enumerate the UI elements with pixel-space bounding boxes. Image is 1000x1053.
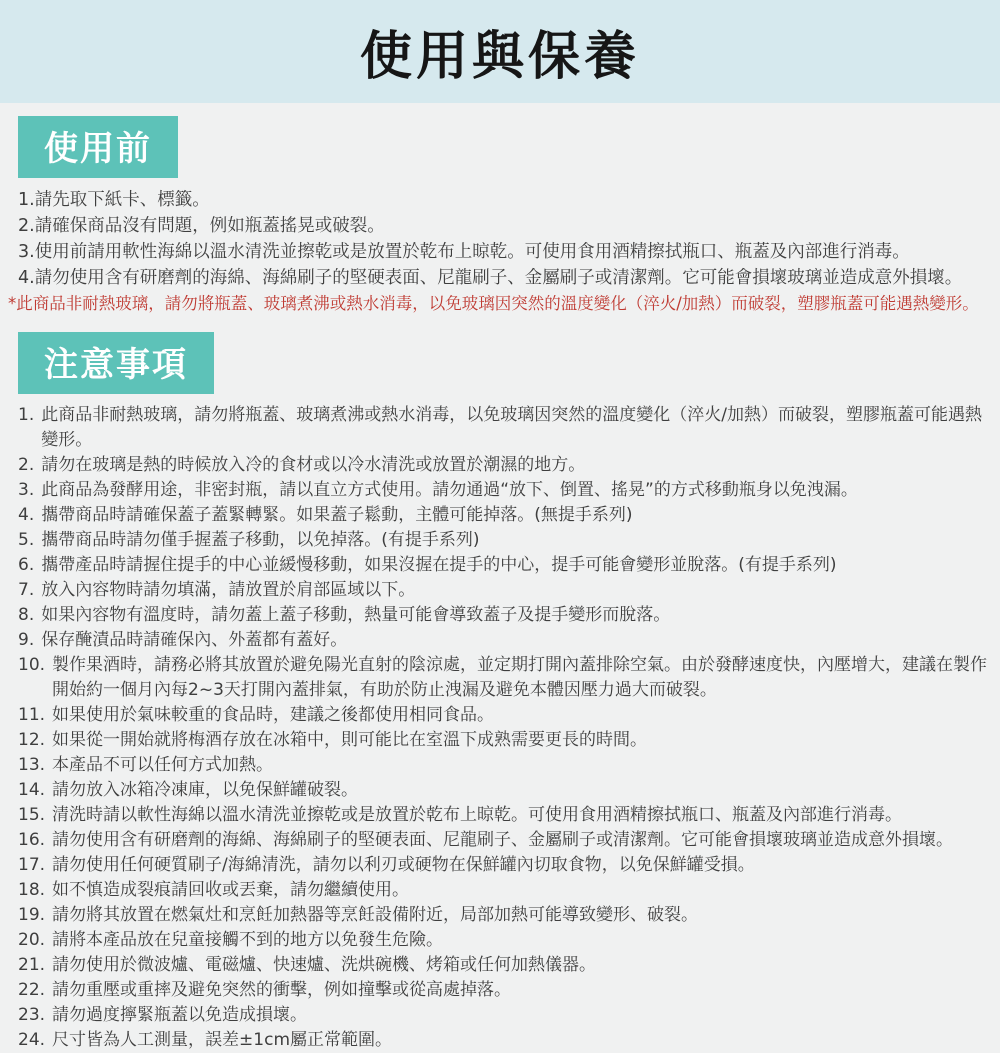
item-text: 請勿使用含有研磨劑的海綿、海綿刷子的堅硬表面、尼龍刷子、金屬刷子或清潔劑。它可能會損壞玻璃並造成意外損壞。 xyxy=(34,268,963,288)
item-number: 8. xyxy=(18,605,35,625)
item-number: 18. xyxy=(18,880,46,900)
list-item xyxy=(18,403,994,453)
heat-warning-note: *此商品非耐熱玻璃，請勿將瓶蓋、玻璃煮沸或熱水消毒，以免玻璃因突然的溫度變化（淬火/加熱）而破裂，塑膠瓶蓋可能遇熱變形。 xyxy=(8,294,979,313)
item-text: 攜帶商品時請確保蓋子蓋緊轉緊。如果蓋子鬆動，主體可能掉落。(無提手系列) xyxy=(41,505,633,525)
list-item xyxy=(18,528,994,553)
item-text: 攜帶產品時請握住提手的中心並緩慢移動，如果沒握在提手的中心，提手可能會變形並脫落。(有提手系列) xyxy=(41,555,837,575)
item-text: 請勿放入冰箱冷凍庫，以免保鮮罐破裂。 xyxy=(52,780,359,800)
item-text: 保存醃漬品時請確保內、外蓋都有蓋好。 xyxy=(41,630,348,650)
item-text: 請勿將其放置在燃氣灶和烹飪加熱器等烹飪設備附近，局部加熱可能導致變形、破裂。 xyxy=(52,905,699,925)
list-item xyxy=(18,778,994,803)
list-item xyxy=(18,828,994,853)
item-number: 5. xyxy=(18,530,35,550)
item-number: 9. xyxy=(18,630,35,650)
list-item xyxy=(18,453,994,478)
item-number: 16. xyxy=(18,830,46,850)
page-title: 使用與保養 xyxy=(359,27,640,87)
item-number: 12. xyxy=(18,730,46,750)
list-item xyxy=(18,603,994,628)
item-number: 7. xyxy=(18,580,35,600)
item-number: 21. xyxy=(18,955,46,975)
item-text: 請勿重壓或重摔及避免突然的衝擊，例如撞擊或從高處掉落。 xyxy=(52,980,512,1000)
item-number: 13. xyxy=(18,755,46,775)
item-number: 11. xyxy=(18,705,46,725)
item-text: 請勿使用含有研磨劑的海綿、海綿刷子的堅硬表面、尼龍刷子、金屬刷子或清潔劑。它可能會損壞玻璃並造成意外損壞。 xyxy=(52,830,954,850)
item-number: 3. xyxy=(18,242,35,262)
item-number: 4. xyxy=(18,268,35,288)
item-number: 1. xyxy=(18,405,35,425)
item-text: 尺寸皆為人工測量，誤差±1cm屬正常範圍。 xyxy=(52,1030,393,1050)
list-item xyxy=(18,703,994,728)
list-item xyxy=(18,853,994,878)
item-number: 14. xyxy=(18,780,46,800)
list-item xyxy=(18,953,994,978)
item-number: 24. xyxy=(18,1030,46,1050)
list-item xyxy=(18,928,994,953)
item-text: 請勿在玻璃是熱的時候放入冷的食材或以冷水清洗或放置於潮濕的地方。 xyxy=(41,455,586,475)
item-text: 請勿過度擰緊瓶蓋以免造成損壞。 xyxy=(52,1005,308,1025)
list-item xyxy=(18,578,994,603)
item-text: 此商品為發酵用途，非密封瓶，請以直立方式使用。請勿通過“放下、倒置、搖晃”的方式移動瓶身以免洩漏。 xyxy=(41,480,858,500)
item-text: 請先取下紙卡、標籤。 xyxy=(34,190,210,210)
notice-heading: 注意事項 xyxy=(18,332,214,394)
item-number: 6. xyxy=(18,555,35,575)
before-use-heading: 使用前 xyxy=(18,116,178,178)
list-item xyxy=(18,187,994,213)
item-number: 2. xyxy=(18,216,35,236)
list-item xyxy=(18,978,994,1003)
list-item xyxy=(18,239,994,265)
list-item xyxy=(18,878,994,903)
item-text: 請將本產品放在兒童接觸不到的地方以免發生危險。 xyxy=(52,930,444,950)
list-item xyxy=(18,803,994,828)
section-notice xyxy=(18,332,994,1053)
item-number: 2. xyxy=(18,455,35,475)
before-use-list xyxy=(18,187,994,291)
list-item xyxy=(18,1028,994,1053)
item-number: 3. xyxy=(18,480,35,500)
item-text: 放入內容物時請勿填滿，請放置於肩部區域以下。 xyxy=(41,580,416,600)
list-item xyxy=(18,653,994,703)
list-item xyxy=(18,903,994,928)
list-item xyxy=(18,553,994,578)
item-number: 15. xyxy=(18,805,46,825)
content-area xyxy=(0,116,1000,1053)
item-text: 請勿使用於微波爐、電磁爐、快速爐、洗烘碗機、烤箱或任何加熱儀器。 xyxy=(52,955,597,975)
item-number: 1. xyxy=(18,190,35,210)
list-item xyxy=(18,213,994,239)
item-text: 使用前請用軟性海綿以溫水清洗並擦乾或是放置於乾布上晾乾。可使用食用酒精擦拭瓶口、瓶蓋及內部進行消毒。 xyxy=(34,242,910,262)
list-item xyxy=(18,265,994,291)
item-text: 此商品非耐熱玻璃，請勿將瓶蓋、玻璃煮沸或熱水消毒，以免玻璃因突然的溫度變化（淬火/加熱）而破裂，塑膠瓶蓋可能遇熱變形。 xyxy=(41,405,982,450)
item-text: 攜帶商品時請勿僅手握蓋子移動，以免掉落。(有提手系列) xyxy=(41,530,480,550)
list-item xyxy=(18,728,994,753)
item-text: 如果從一開始就將梅酒存放在冰箱中，則可能比在室溫下成熟需要更長的時間。 xyxy=(52,730,648,750)
item-number: 23. xyxy=(18,1005,46,1025)
item-number: 4. xyxy=(18,505,35,525)
item-text: 本產品不可以任何方式加熱。 xyxy=(52,755,274,775)
list-item xyxy=(18,753,994,778)
list-item xyxy=(18,1003,994,1028)
item-text: 如果內容物有溫度時，請勿蓋上蓋子移動，熱量可能會導致蓋子及提手變形而脫落。 xyxy=(41,605,671,625)
item-number: 10. xyxy=(18,655,46,675)
item-text: 請勿使用任何硬質刷子/海綿清洗，請勿以利刃或硬物在保鮮罐內切取食物，以免保鮮罐受損。 xyxy=(52,855,755,875)
item-number: 22. xyxy=(18,980,46,1000)
notice-list xyxy=(18,403,994,1053)
title-banner xyxy=(0,0,1000,103)
item-number: 17. xyxy=(18,855,46,875)
item-number: 20. xyxy=(18,930,46,950)
list-item xyxy=(18,503,994,528)
section-before-use xyxy=(8,116,994,317)
item-text: 製作果酒時，請務必將其放置於避免陽光直射的陰涼處，並定期打開內蓋排除空氣。由於發酵速度快，內壓增大，建議在製作開始約一個月內每2~3天打開內蓋排氣，有助於防止洩漏及避免本體因壓力過大而破裂。 xyxy=(52,655,988,700)
item-text: 如不慎造成裂痕請回收或丟棄，請勿繼續使用。 xyxy=(52,880,410,900)
list-item xyxy=(18,478,994,503)
list-item xyxy=(18,628,994,653)
item-number: 19. xyxy=(18,905,46,925)
item-text: 清洗時請以軟性海綿以溫水清洗並擦乾或是放置於乾布上晾乾。可使用食用酒精擦拭瓶口、瓶蓋及內部進行消毒。 xyxy=(52,805,903,825)
item-text: 如果使用於氣味較重的食品時，建議之後都使用相同食品。 xyxy=(52,705,495,725)
item-text: 請確保商品沒有問題，例如瓶蓋搖晃或破裂。 xyxy=(34,216,385,236)
